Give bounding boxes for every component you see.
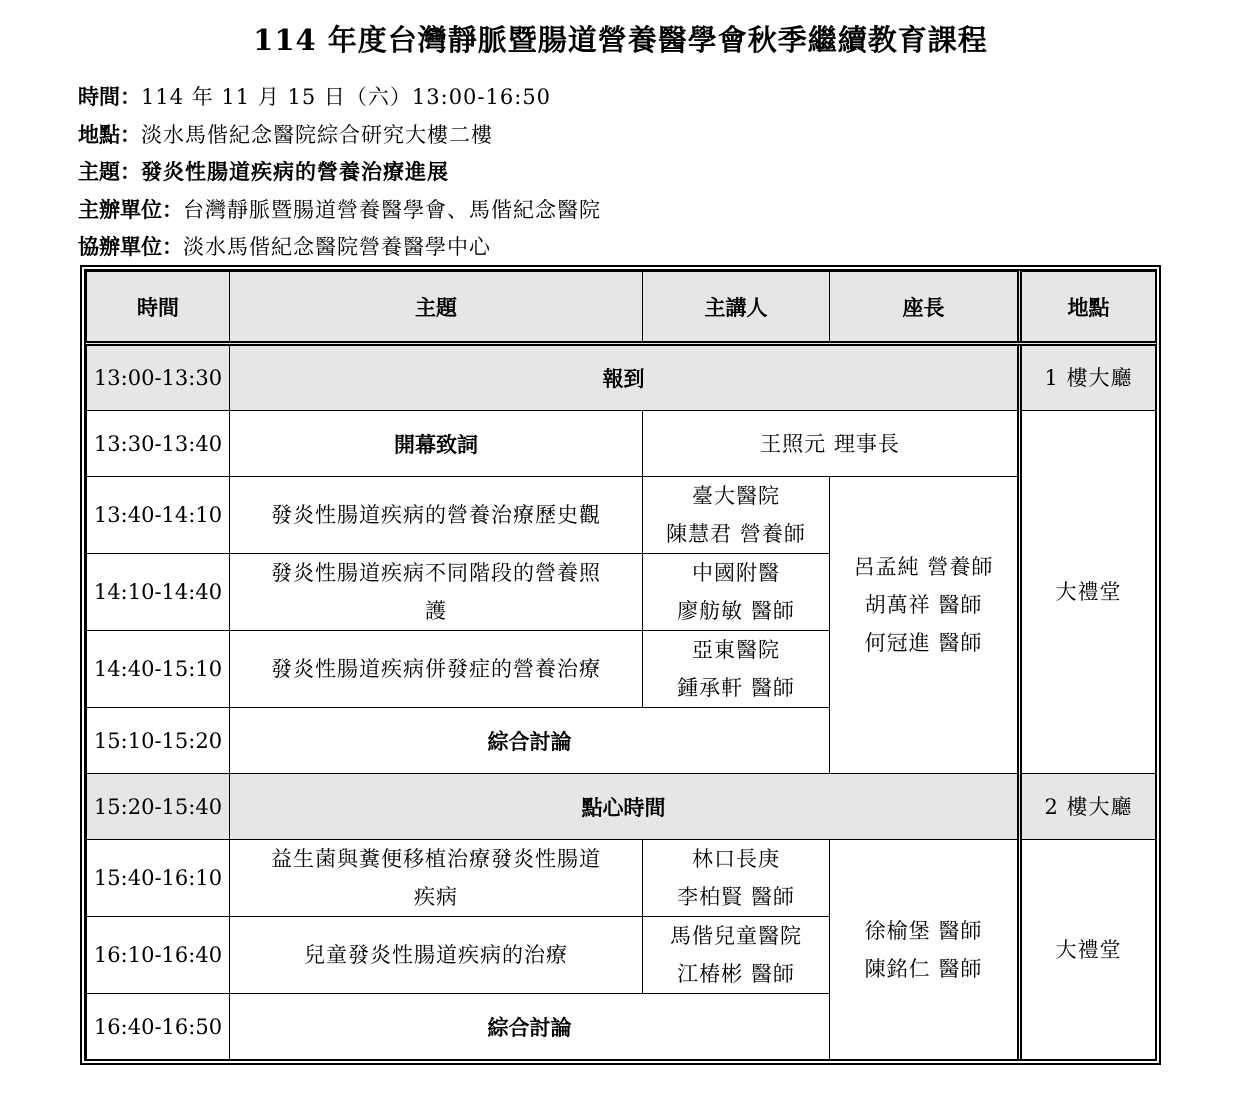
chair-name: 何冠進 醫師: [864, 631, 983, 655]
venue-cell: 大禮堂: [1020, 411, 1156, 774]
venue-cell: 1 樓大廳: [1020, 344, 1156, 411]
time-cell: 15:20-15:40: [87, 774, 230, 840]
chair-name: 呂孟純 營養師: [853, 555, 994, 579]
table-header-row: [87, 272, 1156, 344]
time-cell: 16:40-16:50: [87, 994, 230, 1060]
table-row: [87, 477, 1156, 554]
topic-cell: 綜合討論: [230, 708, 830, 774]
info-theme: [78, 153, 601, 191]
event-info: [78, 78, 601, 266]
speaker-hospital: 馬偕兒童醫院: [670, 924, 802, 948]
info-organizer: [78, 191, 601, 229]
header-speaker: 主講人: [643, 272, 830, 344]
table-row: [87, 344, 1156, 411]
table-row: [87, 411, 1156, 477]
time-cell: 16:10-16:40: [87, 917, 230, 994]
header-chair: 座長: [830, 272, 1020, 344]
speaker-cell: [643, 554, 830, 631]
topic-line: 發炎性腸道疾病不同階段的營養照: [271, 561, 601, 585]
topic-line: 疾病: [414, 885, 458, 909]
speaker-hospital: 臺大醫院: [692, 484, 780, 508]
time-cell: 14:40-15:10: [87, 631, 230, 708]
info-label: 地點：: [78, 121, 141, 147]
topic-cell: 兒童發炎性腸道疾病的治療: [230, 917, 643, 994]
info-label: 主辦單位：: [78, 196, 183, 222]
topic-cell: 發炎性腸道疾病併發症的營養治療: [230, 631, 643, 708]
speaker-name: 鍾承軒 醫師: [677, 676, 795, 700]
chair-name: 胡萬祥 醫師: [864, 593, 983, 617]
topic-cell: 發炎性腸道疾病的營養治療歷史觀: [230, 477, 643, 554]
info-location: [78, 116, 601, 154]
time-cell: 15:40-16:10: [87, 840, 230, 917]
info-value: 淡水馬偕紀念醫院營養醫學中心: [183, 235, 491, 259]
info-co-organizer: [78, 228, 601, 266]
schedule-table: [86, 271, 1156, 1060]
speaker-name: 李柏賢 醫師: [677, 885, 795, 909]
speaker-cell: [643, 840, 830, 917]
speaker-cell: [643, 477, 830, 554]
topic-cell: [230, 554, 643, 631]
table-row: [87, 840, 1156, 917]
info-value: 114 年 11 月 15 日（六）13:00-16:50: [141, 85, 552, 109]
topic-cell: [230, 840, 643, 917]
topic-cell: 報到: [230, 344, 1020, 411]
info-value: 發炎性腸道疾病的營養治療進展: [141, 159, 449, 184]
speaker-name: 陳慧君 營養師: [666, 522, 806, 546]
time-cell: 13:00-13:30: [87, 344, 230, 411]
topic-cell: 點心時間: [230, 774, 1020, 840]
info-label: 協辦單位：: [78, 234, 183, 259]
info-label: 主題：: [78, 159, 141, 184]
chair-cell: [830, 840, 1020, 1060]
time-cell: 15:10-15:20: [87, 708, 230, 774]
info-value: 台灣靜脈暨腸道營養醫學會、馬偕紀念醫院: [183, 197, 601, 222]
speaker-cell: [643, 631, 830, 708]
venue-cell: 2 樓大廳: [1020, 774, 1156, 840]
schedule-table-frame: [80, 265, 1161, 1065]
chair-name: 徐榆堡 醫師: [864, 918, 983, 943]
speaker-cell: [643, 917, 830, 994]
topic-cell: 開幕致詞: [230, 411, 643, 477]
header-topic: 主題: [230, 272, 643, 344]
venue-cell: 大禮堂: [1020, 840, 1156, 1060]
time-cell: 13:30-13:40: [87, 411, 230, 477]
info-time: [78, 78, 601, 116]
topic-line: 護: [425, 599, 447, 623]
table-row: [87, 774, 1156, 840]
speaker-hospital: 林口長庚: [692, 847, 780, 871]
speaker-cell: 王照元 理事長: [643, 411, 1020, 477]
header-venue: 地點: [1020, 272, 1156, 344]
speaker-hospital: 亞東醫院: [692, 638, 780, 662]
info-label: 時間：: [78, 84, 141, 109]
speaker-name: 江椿彬 醫師: [677, 962, 795, 986]
speaker-hospital: 中國附醫: [692, 561, 780, 585]
header-time: 時間: [87, 272, 230, 344]
topic-cell: 綜合討論: [230, 994, 830, 1060]
document-title: 114 年度台灣靜脈暨腸道營養醫學會秋季繼續教育課程: [253, 23, 988, 57]
info-value: 淡水馬偕紀念醫院綜合研究大樓二樓: [141, 122, 493, 147]
topic-line: 益生菌與糞便移植治療發炎性腸道: [271, 847, 601, 871]
chair-name: 陳銘仁 醫師: [864, 956, 983, 981]
time-cell: 13:40-14:10: [87, 477, 230, 554]
chair-cell: [830, 477, 1020, 774]
speaker-name: 廖舫敏 醫師: [677, 599, 795, 623]
time-cell: 14:10-14:40: [87, 554, 230, 631]
